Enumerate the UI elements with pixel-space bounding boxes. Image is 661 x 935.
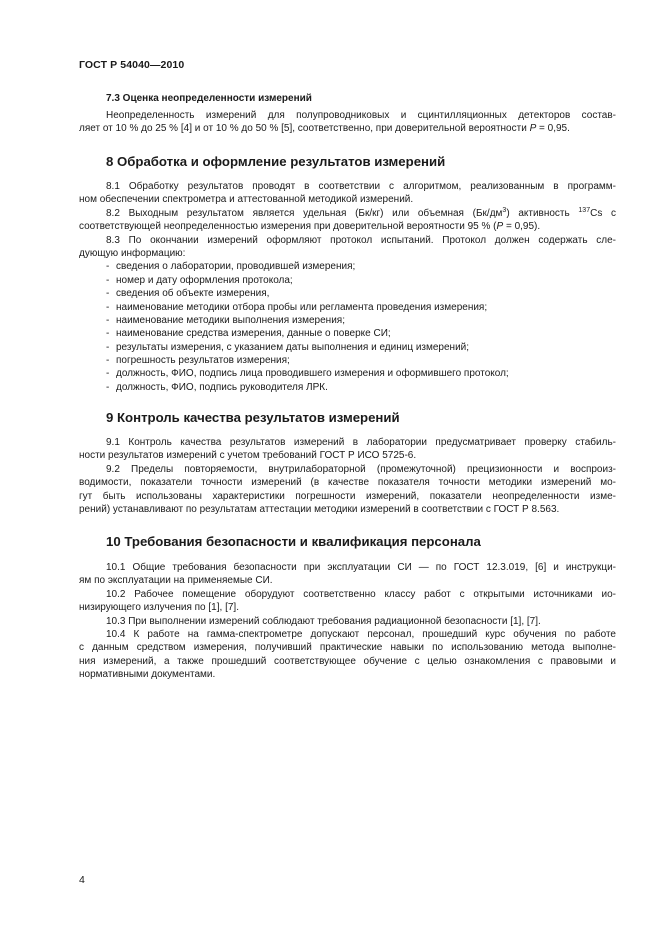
text-line: дующую информацию: <box>79 247 186 259</box>
text-line: водимости, показатели точности измерений (в качестве показателя точности методики измерений мо- <box>79 477 616 489</box>
text-line: низирующего излучения по [1], [7]. <box>79 602 239 614</box>
superscript: 137 <box>578 206 591 214</box>
text-line <box>79 207 616 220</box>
list-item: - результаты измерения, с указанием даты выполнения и единиц измерений; <box>106 341 470 353</box>
text-line: 10.4 К работе на гамма-спектрометре допускают персонал, прошедший курс обучения по работе <box>106 628 616 640</box>
list-item: - сведения о лаборатории, проводившей измерения; <box>106 261 356 273</box>
section-8-text <box>79 180 616 394</box>
variable-p: P <box>496 221 504 233</box>
superscript: 3 <box>502 206 507 214</box>
section-10-title: 10 Требования безопасности и квалификация персонала <box>106 534 481 549</box>
list-item: - наименование средства измерения, данные о поверке СИ; <box>106 328 391 340</box>
text-line: 9.2 Пределы повторяемости, внутрилабораторной (промежуточной) прецизионности и воспроиз- <box>106 463 616 475</box>
text-line <box>79 220 616 233</box>
text-line: 8.1 Обработку результатов проводят в соответствии с алгоритмом, реализованным в программ- <box>106 181 616 192</box>
text-line: 10.1 Общие требования безопасности при эксплуатации СИ — по ГОСТ 12.3.019, [6] и инструкци- <box>106 562 616 573</box>
text-fragment: ляет от 10 % до 25 % [4] и от 10 % до 50 % [5], соответственно, при доверительной вероятности <box>79 123 530 135</box>
text-line: ном обеспечении спектрометра и аттестованной методикой измерений. <box>79 194 414 206</box>
variable-p: P <box>529 123 537 135</box>
text-line: гут быть использованы характеристики погрешности измерений, показатели неопределенности изме- <box>79 490 616 502</box>
list-item: - должность, ФИО, подпись руководителя ЛРК. <box>106 381 328 393</box>
list-item: - должность, ФИО, подпись лица проводившего измерения и оформившего протокол; <box>106 368 509 380</box>
text-line <box>79 122 616 135</box>
list-item: - наименование методики отбора пробы или регламента проведения измерения; <box>106 301 488 313</box>
section-9-text <box>79 436 616 516</box>
text-line: нормативными документами. <box>79 669 216 681</box>
section-8-title: 8 Обработка и оформление результатов измерений <box>106 154 446 169</box>
list-item: - погрешность результатов измерения; <box>106 355 290 367</box>
text-line: с данным средством измерения, получивший практические навыки по использованию метода выполне- <box>79 642 616 654</box>
text-fragment: 8.2 Выходным результатом является удельная (Бк/кг) или объемная (Бк/дм <box>106 207 503 219</box>
text-line: рений) устанавливают по результатам аттестации методики измерений в соответствии с ГОСТ Р 8.563. <box>79 503 560 515</box>
text-line: 10.3 При выполнении измерений соблюдают требования радиационной безопасности [1], [7]. <box>106 615 541 627</box>
subsection-7-3-text <box>79 109 616 136</box>
section-10-text <box>79 561 616 682</box>
text-line: 10.2 Рабочее помещение оборудуют соответственно классу работ с открытыми источниками ио- <box>106 588 616 600</box>
text-fragment: Cs с <box>590 207 616 219</box>
text-line: ям по эксплуатации на применяемые СИ. <box>79 575 273 587</box>
list-item: - сведения об объекте измерения, <box>106 288 270 300</box>
info-list <box>79 260 616 394</box>
subsection-7-3-title: 7.3 Оценка неопределенности измерений <box>106 93 312 104</box>
text-fragment: = 0,95. <box>536 123 570 135</box>
list-item: - номер и дату оформления протокола; <box>106 274 293 286</box>
text-fragment: соответствующей неопределенностью измерения при доверительной вероятности 95 % ( <box>79 221 497 233</box>
document-header: ГОСТ Р 54040—2010 <box>79 59 185 71</box>
section-9-title: 9 Контроль качества результатов измерений <box>106 410 400 425</box>
page-number: 4 <box>79 874 85 886</box>
text-fragment: ) активность <box>506 207 579 219</box>
text-line: 8.3 По окончании измерений оформляют протокол испытаний. Протокол должен содержать сле- <box>106 234 616 246</box>
text-line: 9.1 Контроль качества результатов измерений в лаборатории предусматривает проверку стабиль- <box>106 437 616 448</box>
list-item: - наименование методики выполнения измерения; <box>106 314 345 326</box>
text-line: Неопределенность измерений для полупроводниковых и сцинтилляционных детекторов состав- <box>106 110 616 121</box>
text-line: ния измерений, а также прошедший соответствующее обучение с целью ознакомления с правовыми и <box>79 655 616 667</box>
text-line: ности результатов измерений с учетом требований ГОСТ Р ИСО 5725-6. <box>79 450 417 462</box>
text-fragment: = 0,95). <box>503 221 541 233</box>
